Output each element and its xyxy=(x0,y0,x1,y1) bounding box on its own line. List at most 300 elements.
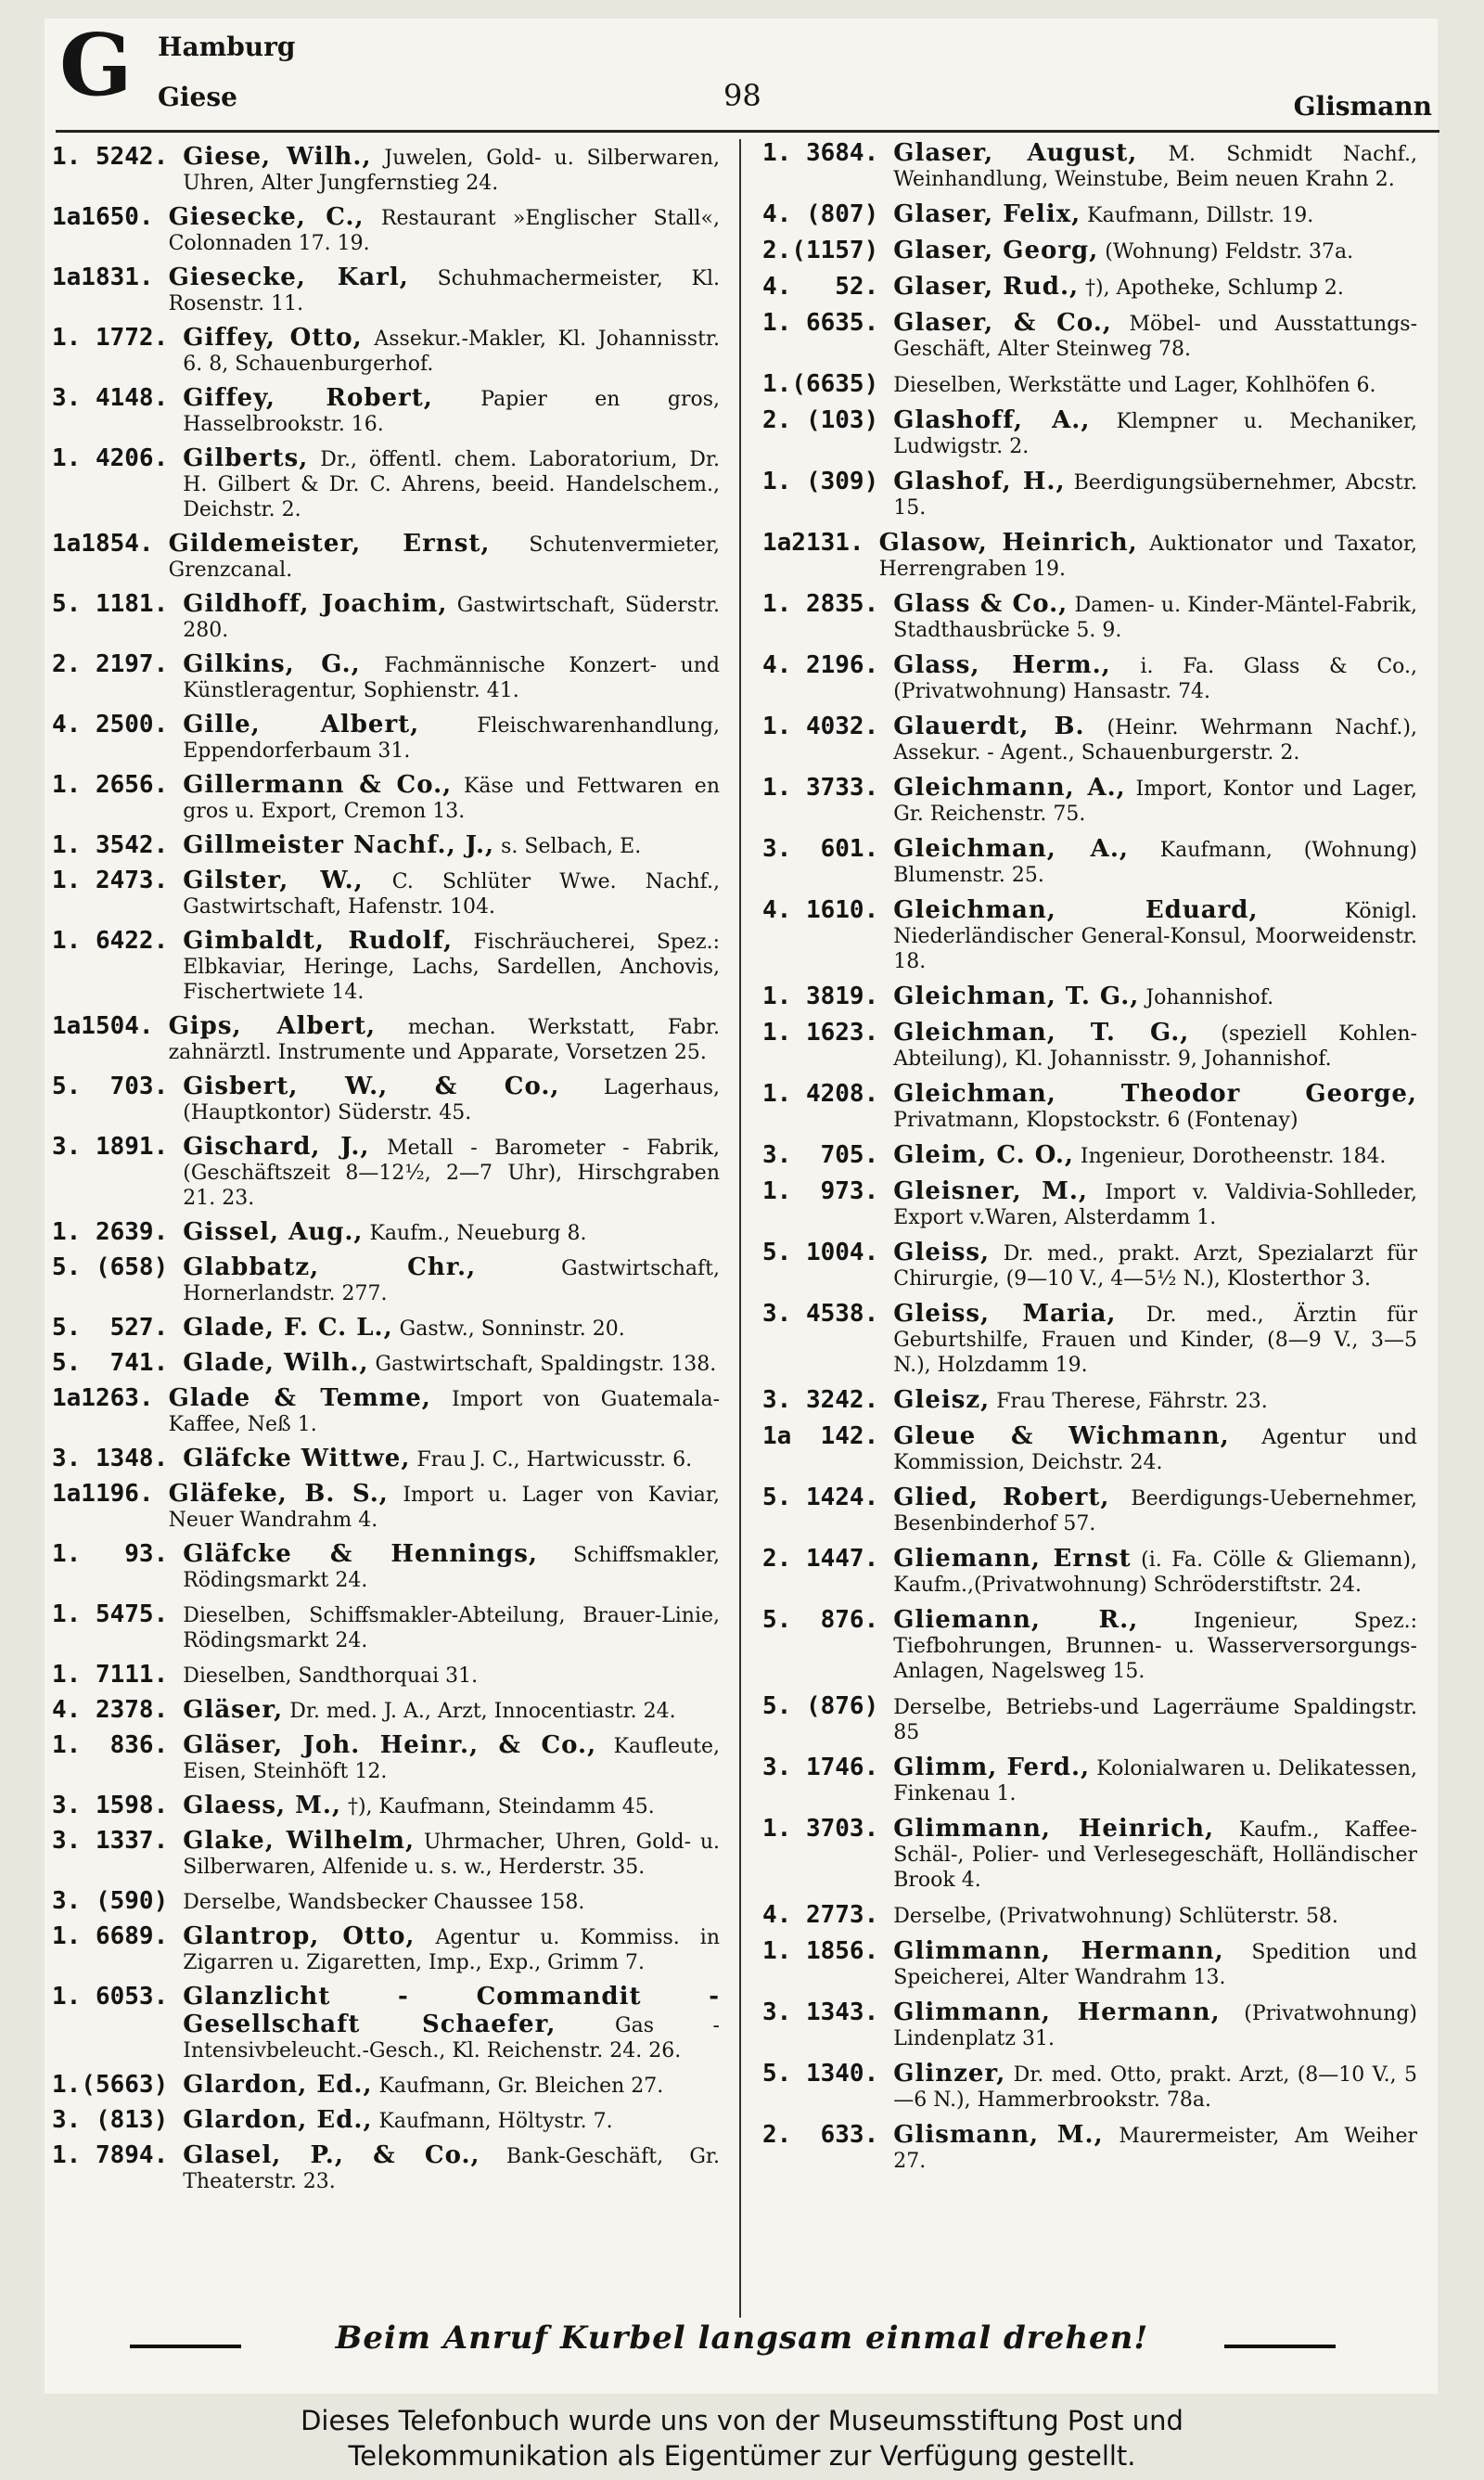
phone-number: 4. 2378. xyxy=(52,1696,169,1724)
subscriber-name: Glasel, P., & Co., xyxy=(183,2141,480,2169)
entry-text xyxy=(183,444,720,522)
subscriber-name: Glaser, August, xyxy=(893,139,1138,167)
phone-number: 5. 703. xyxy=(52,1073,169,1100)
subscriber-name: Gleiss, Maria, xyxy=(893,1300,1117,1328)
directory-entry xyxy=(52,650,720,703)
phone-number: 5. 1340. xyxy=(762,2060,879,2088)
entry-text xyxy=(183,867,720,919)
header-rule xyxy=(56,130,1439,133)
phone-number: 1. 2835. xyxy=(762,590,879,618)
subscriber-details: Import u. Lager von Kaviar, Neuer Wandrahm 4. xyxy=(168,1484,720,1532)
phone-number: 1. 1623. xyxy=(762,1019,879,1047)
directory-entry xyxy=(762,1754,1417,1806)
caption-line-1: Dieses Telefonbuch wurde uns von der Museumsstiftung Post und xyxy=(301,2405,1183,2436)
subscriber-details: Spedition und Speicherei, Alter Wandrahm 13. xyxy=(893,1941,1418,1989)
entry-text xyxy=(893,713,1417,765)
subscriber-name: Glimm, Ferd., xyxy=(893,1754,1091,1781)
subscriber-details: Bank-Geschäft, Gr. Theaterstr. 23. xyxy=(183,2145,720,2193)
directory-entry xyxy=(762,590,1417,643)
entry-text xyxy=(183,1253,720,1306)
subscriber-details: Agentur u. Kommiss. in Zigarren u. Zigaretten, Imp., Exp., Grimm 7. xyxy=(183,1926,720,1974)
subscriber-details: Dieselben, Werkstätte und Lager, Kohlhöfen 6. xyxy=(893,374,1376,397)
subscriber-details: Juwelen, Gold- u. Silberwaren, Uhren, Alter Jungfernstieg 24. xyxy=(183,147,720,195)
subscriber-name: Gleichman, T. G., xyxy=(893,983,1140,1010)
subscriber-name: Gilberts, xyxy=(183,444,309,472)
entry-text xyxy=(893,1545,1417,1598)
subscriber-name: Gliemann, Ernst xyxy=(893,1545,1132,1573)
phone-number: 3. 1337. xyxy=(52,1827,169,1855)
subscriber-details: †), Kaufmann, Steindamm 45. xyxy=(347,1795,655,1818)
subscriber-name: Giesecke, C., xyxy=(168,203,365,231)
entry-text xyxy=(893,896,1417,974)
directory-entry xyxy=(52,1792,720,1819)
directory-entry xyxy=(762,1300,1417,1378)
subscriber-details: Kaufmann, Dillstr. 19. xyxy=(1087,204,1314,227)
subscriber-name: Gleichman, Eduard, xyxy=(893,896,1259,924)
subscriber-details: Kaufm., Kaffee-Schäl-, Polier- und Verlesegeschäft, Holländischer Brook 4. xyxy=(893,1818,1417,1892)
entry-text xyxy=(893,1422,1417,1475)
directory-entry xyxy=(52,1012,720,1065)
phone-number: 5. 1004. xyxy=(762,1239,879,1266)
subscriber-details: Import v. Valdivia-Sohlleder, Export v.Waren, Alsterdamm 1. xyxy=(893,1181,1417,1229)
entry-text xyxy=(169,1384,720,1437)
directory-entry xyxy=(762,835,1417,888)
entry-text xyxy=(893,1300,1417,1378)
phone-number: 2. (103) xyxy=(762,406,879,434)
directory-entry xyxy=(52,1922,720,1975)
subscriber-details: Schuhmachermeister, Kl. Rosenstr. 11. xyxy=(168,267,721,315)
phone-number: 3. 1343. xyxy=(762,1998,879,2026)
left-column xyxy=(52,139,720,2202)
directory-entry xyxy=(52,324,720,377)
directory-entry xyxy=(52,1540,720,1593)
subscriber-details: Gastwirtschaft, Süderstr. 280. xyxy=(183,594,721,642)
entry-text xyxy=(183,1349,720,1377)
subscriber-name: Gisbert, W., & Co., xyxy=(183,1073,560,1100)
entry-text xyxy=(893,2060,1417,2113)
phone-number: 1. 3684. xyxy=(762,139,879,167)
subscriber-details: Klempner u. Mechaniker, Ludwigstr. 2. xyxy=(893,410,1417,458)
phone-number: 2. 1447. xyxy=(762,1545,879,1573)
directory-entry xyxy=(762,1901,1417,1929)
phone-number: 1. 93. xyxy=(52,1540,169,1568)
subscriber-details: C. Schlüter Wwe. Nachf., Gastwirtschaft, Hafenstr. 104. xyxy=(183,870,720,919)
city-heading: Hamburg xyxy=(158,32,296,62)
subscriber-name: Glantrop, Otto, xyxy=(183,1922,416,1950)
subscriber-details: Frau Therese, Fährstr. 23. xyxy=(996,1390,1268,1413)
footer-dash-right xyxy=(1224,2345,1336,2348)
phone-number: 1a1196. xyxy=(52,1480,154,1508)
entry-text xyxy=(183,927,720,1005)
phone-number: 3. 1746. xyxy=(762,1754,879,1781)
subscriber-details: †), Apotheke, Schlump 2. xyxy=(1085,276,1344,300)
subscriber-name: Gläfcke & Hennings, xyxy=(183,1540,538,1568)
subscriber-name: Glass, Herm., xyxy=(893,651,1111,679)
entry-text xyxy=(893,1901,1417,1929)
archive-caption xyxy=(0,2403,1484,2474)
directory-entry xyxy=(52,1983,720,2063)
subscriber-details: (Wohnung) Feldstr. 37a. xyxy=(1105,240,1354,263)
entry-text xyxy=(893,370,1417,398)
phone-number: 1a1831. xyxy=(52,263,154,291)
subscriber-name: Gleichman, Theodor George, xyxy=(893,1080,1417,1108)
directory-entry xyxy=(52,1661,720,1689)
subscriber-details: Möbel- und Ausstattungs-Geschäft, Alter Steinweg 78. xyxy=(893,313,1417,361)
phone-number: 1. 6422. xyxy=(52,927,169,955)
directory-entry xyxy=(52,1314,720,1342)
entry-text xyxy=(893,590,1417,643)
directory-entry xyxy=(52,384,720,437)
directory-entry xyxy=(52,1827,720,1880)
entry-text xyxy=(893,835,1417,888)
phone-number: 1. 2656. xyxy=(52,771,169,799)
subscriber-name: Glardon, Ed., xyxy=(183,2106,373,2134)
caption-line-2: Telekommunikation als Eigentümer zur Verfügung gestellt. xyxy=(348,2440,1136,2472)
entry-text xyxy=(169,1480,720,1533)
phone-number: 3. 1598. xyxy=(52,1792,169,1819)
subscriber-name: Glauerdt, B. xyxy=(893,713,1085,740)
directory-entry xyxy=(52,831,720,859)
directory-entry xyxy=(762,1422,1417,1475)
subscriber-details: Dr. med., prakt. Arzt, Spezialarzt für Chirurgie, (9—10 V., 4—5½ N.), Klosterthor 3. xyxy=(893,1242,1418,1291)
phone-number: 4. 2500. xyxy=(52,711,169,739)
subscriber-details: Assekur.-Makler, Kl. Johannisstr. 6. 8, Schauenburgerhof. xyxy=(183,328,721,376)
entry-text xyxy=(169,1012,720,1065)
subscriber-details: Derselbe, Betriebs-und Lagerräume Spaldingstr. 85 xyxy=(893,1696,1417,1744)
subscriber-details: Schiffsmakler, Rödingsmarkt 24. xyxy=(183,1544,720,1592)
subscriber-details: Fachmännische Konzert- und Künstleragentur, Sophienstr. 41. xyxy=(183,654,721,702)
entry-text xyxy=(169,530,720,583)
subscriber-details: Königl. Niederländischer General-Konsul, Moorweidenstr. 18. xyxy=(893,900,1417,973)
directory-entry xyxy=(762,1815,1417,1893)
subscriber-details: Uhrmacher, Uhren, Gold- u. Silberwaren, Alfenide u. s. w., Herderstr. 35. xyxy=(183,1831,720,1879)
subscriber-name: Gips, Albert, xyxy=(168,1012,377,1040)
entry-text xyxy=(169,263,720,316)
entry-text xyxy=(183,2141,720,2194)
phone-number: 2.(1157) xyxy=(762,237,879,264)
directory-entry xyxy=(52,2141,720,2194)
directory-entry xyxy=(52,1731,720,1784)
subscriber-details: Käse und Fettwaren en gros u. Export, Cremon 13. xyxy=(183,775,720,823)
phone-number: 1. (309) xyxy=(762,468,879,495)
directory-entry xyxy=(52,2106,720,2134)
directory-entry xyxy=(762,1386,1417,1414)
subscriber-name: Gläser, Joh. Heinr., & Co., xyxy=(183,1731,597,1759)
subscriber-name: Gildemeister, Ernst, xyxy=(168,530,491,558)
subscriber-details: (Heinr. Wehrmann Nachf.), Assekur. - Agent., Schauenburgerstr. 2. xyxy=(893,716,1417,765)
subscriber-name: Glied, Robert, xyxy=(893,1484,1110,1511)
entry-text xyxy=(183,1983,720,2063)
subscriber-details: M. Schmidt Nachf., Weinhandlung, Weinstube, Beim neuen Krahn 2. xyxy=(893,143,1417,191)
subscriber-name: Gissel, Aug., xyxy=(183,1218,364,1246)
phone-number: 1. 5475. xyxy=(52,1600,169,1628)
phone-number: 3. (590) xyxy=(52,1887,169,1915)
subscriber-details: Metall - Barometer - Fabrik, (Geschäftszeit 8—12½, 2—7 Uhr), Hirschgraben 21. 23. xyxy=(183,1137,721,1210)
subscriber-name: Gliemann, R., xyxy=(893,1606,1139,1634)
entry-text xyxy=(893,983,1417,1010)
subscriber-details: Fleischwarenhandlung, Eppendorferbaum 31. xyxy=(183,714,720,763)
phone-number: 1. 4208. xyxy=(762,1080,879,1108)
subscriber-name: Glashoff, A., xyxy=(893,406,1091,434)
directory-entry xyxy=(52,590,720,643)
entry-text xyxy=(893,1239,1417,1291)
directory-entry xyxy=(52,1349,720,1377)
entry-text xyxy=(183,1133,720,1211)
subscriber-details: Restaurant »Englischer Stall«, Colonnaden 17. 19. xyxy=(168,207,720,255)
entry-text xyxy=(893,651,1417,704)
subscriber-name: Glanzlicht - Commandit - Gesellschaft Schaefer, xyxy=(183,1983,720,2038)
directory-entry xyxy=(762,309,1417,362)
phone-number: 1. 3542. xyxy=(52,831,169,859)
directory-entry xyxy=(52,1887,720,1915)
phone-number: 1. 6635. xyxy=(762,309,879,337)
subscriber-details: Kaufm., Neueburg 8. xyxy=(369,1222,587,1245)
subscriber-name: Gläfcke Wittwe, xyxy=(183,1445,411,1472)
directory-entry xyxy=(762,1606,1417,1684)
entry-text xyxy=(893,774,1417,827)
entry-text xyxy=(183,1696,720,1724)
entry-text xyxy=(893,1998,1417,2051)
directory-entry xyxy=(52,771,720,824)
directory-entry xyxy=(762,139,1417,192)
entry-text xyxy=(893,1692,1417,1745)
subscriber-details: Auktionator und Taxator, Herrengraben 19. xyxy=(878,533,1418,581)
subscriber-details: Kaufmann, (Wohnung) Blumenstr. 25. xyxy=(893,839,1417,887)
subscriber-name: Glade, Wilh., xyxy=(183,1349,369,1377)
entry-text xyxy=(183,1073,720,1125)
subscriber-name: Gildhoff, Joachim, xyxy=(183,590,448,618)
first-entry-running-head: Giese xyxy=(158,82,237,112)
entry-text xyxy=(893,139,1417,192)
subscriber-name: Glake, Wilhelm, xyxy=(183,1827,416,1855)
phone-number: 3. 705. xyxy=(762,1141,879,1169)
entry-text xyxy=(893,2121,1417,2174)
subscriber-name: Glinzer, xyxy=(893,2060,1006,2088)
entry-text xyxy=(183,2106,720,2134)
directory-entry xyxy=(762,468,1417,520)
phone-number: 3. 601. xyxy=(762,835,879,863)
entry-text xyxy=(879,529,1417,582)
directory-entry xyxy=(762,1141,1417,1169)
subscriber-details: Kaufmann, Gr. Bleichen 27. xyxy=(378,2075,664,2098)
directory-entry xyxy=(52,444,720,522)
entry-text xyxy=(893,1177,1417,1230)
phone-number: 2. 2197. xyxy=(52,650,169,678)
phone-number: 5. 1424. xyxy=(762,1484,879,1511)
directory-entry xyxy=(762,651,1417,704)
subscriber-name: Glismann, M., xyxy=(893,2121,1104,2149)
entry-text xyxy=(183,2071,720,2099)
phone-number: 1a1504. xyxy=(52,1012,154,1040)
phone-number: 4. 1610. xyxy=(762,896,879,924)
subscriber-name: Glasow, Heinrich, xyxy=(878,529,1138,557)
subscriber-details: Dr. med. Otto, prakt. Arzt, (8—10 V., 5—6 N.), Hammerbrookstr. 78a. xyxy=(893,2063,1418,2112)
phone-number: 3. 4148. xyxy=(52,384,169,412)
phone-number: 1a1650. xyxy=(52,203,154,231)
subscriber-name: Gleichmann, A., xyxy=(893,774,1126,802)
entry-text xyxy=(183,1661,720,1689)
phone-number: 4. 52. xyxy=(762,273,879,301)
phone-number: 1. 3733. xyxy=(762,774,879,802)
directory-entry xyxy=(52,1600,720,1653)
phone-number: 1.(5663) xyxy=(52,2071,169,2099)
phone-number: 1a1854. xyxy=(52,530,154,558)
phone-number: 1. 1856. xyxy=(762,1937,879,1965)
subscriber-name: Gleue & Wichmann, xyxy=(893,1422,1230,1450)
entry-text xyxy=(183,1218,720,1246)
directory-entry xyxy=(762,1998,1417,2051)
directory-entry xyxy=(762,370,1417,398)
subscriber-details: Kolonialwaren u. Delikatessen, Finkenau 1. xyxy=(893,1757,1417,1805)
subscriber-details: Frau J. C., Hartwicusstr. 6. xyxy=(416,1448,693,1471)
subscriber-name: Gleiss, xyxy=(893,1239,991,1266)
subscriber-name: Gleisz, xyxy=(893,1386,991,1414)
phone-number: 5. 1181. xyxy=(52,590,169,618)
subscriber-details: mechan. Werkstatt, Fabr. zahnärztl. Instrumente und Apparate, Vorsetzen 25. xyxy=(168,1016,720,1064)
directory-entry xyxy=(762,2121,1417,2174)
directory-entry xyxy=(762,1937,1417,1990)
section-letter: G xyxy=(59,15,133,115)
subscriber-name: Gleisner, M., xyxy=(893,1177,1088,1205)
subscriber-details: Gastwirtschaft, Spaldingstr. 138. xyxy=(375,1353,717,1376)
entry-text xyxy=(183,324,720,377)
phone-number: 1. 5242. xyxy=(52,143,169,171)
subscriber-name: Gillermann & Co., xyxy=(183,771,453,799)
subscriber-name: Glardon, Ed., xyxy=(183,2071,373,2099)
subscriber-details: Beerdigungs-Uebernehmer, Besenbinderhof 57. xyxy=(893,1487,1418,1536)
directory-entry xyxy=(762,1239,1417,1291)
subscriber-details: Dieselben, Schiffsmakler-Abteilung, Brauer-Linie, Rödingsmarkt 24. xyxy=(183,1604,720,1652)
subscriber-details: Gastwirtschaft, Hornerlandstr. 277. xyxy=(183,1257,720,1305)
phone-number: 5. 741. xyxy=(52,1349,169,1377)
subscriber-name: Glade, F. C. L., xyxy=(183,1314,393,1342)
subscriber-details: Ingenieur, Spez.: Tiefbohrungen, Brunnen- u. Wasserversorgungs-Anlagen, Nagelsweg 15. xyxy=(893,1610,1417,1683)
entry-text xyxy=(893,273,1417,301)
directory-entry xyxy=(762,983,1417,1010)
entry-text xyxy=(183,1922,720,1975)
phone-number: 3. 1891. xyxy=(52,1133,169,1161)
subscriber-details: Kaufmann, Höltystr. 7. xyxy=(378,2110,613,2133)
directory-entry xyxy=(762,237,1417,264)
directory-entry xyxy=(762,529,1417,582)
subscriber-details: Kaufleute, Eisen, Steinhöft 12. xyxy=(183,1735,720,1783)
subscriber-details: Derselbe, (Privatwohnung) Schlüterstr. 58. xyxy=(893,1905,1338,1928)
phone-number: 1. 1772. xyxy=(52,324,169,352)
entry-text xyxy=(183,650,720,703)
entry-text xyxy=(893,468,1417,520)
phone-number: 3. 1348. xyxy=(52,1445,169,1472)
subscriber-details: Gas - Intensivbeleucht.-Gesch., Kl. Reichenstr. 24. 26. xyxy=(183,2014,720,2062)
directory-entry xyxy=(762,774,1417,827)
subscriber-details: Privatmann, Klopstockstr. 6 (Fontenay) xyxy=(893,1109,1298,1132)
entry-text xyxy=(893,309,1417,362)
directory-entry xyxy=(762,1177,1417,1230)
subscriber-details: Beerdigungsübernehmer, Abcstr. 15. xyxy=(893,471,1417,520)
entry-text xyxy=(183,831,720,859)
directory-entry xyxy=(762,2060,1417,2113)
subscriber-name: Giesecke, Karl, xyxy=(168,263,409,291)
phone-number: 1. 2639. xyxy=(52,1218,169,1246)
subscriber-details: Damen- u. Kinder-Mäntel-Fabrik, Stadthausbrücke 5. 9. xyxy=(893,594,1417,642)
phone-number: 5. (876) xyxy=(762,1692,879,1720)
directory-entry xyxy=(52,1253,720,1306)
entry-text xyxy=(893,1019,1417,1072)
subscriber-name: Giffey, Robert, xyxy=(183,384,433,412)
entry-text xyxy=(893,1937,1417,1990)
entry-text xyxy=(183,590,720,643)
entry-text xyxy=(893,1386,1417,1414)
phone-number: 1. 3703. xyxy=(762,1815,879,1843)
directory-entry xyxy=(52,1133,720,1211)
subscriber-details: Gastw., Sonninstr. 20. xyxy=(399,1317,625,1341)
directory-entry xyxy=(52,867,720,919)
phone-number: 4. 2196. xyxy=(762,651,879,679)
subscriber-details: Lagerhaus, (Hauptkontor) Süderstr. 45. xyxy=(183,1076,721,1124)
phone-number: 1. 3819. xyxy=(762,983,879,1010)
entry-text xyxy=(183,1827,720,1880)
phone-number: 4. 2773. xyxy=(762,1901,879,1929)
subscriber-name: Gillmeister Nachf., J., xyxy=(183,831,495,859)
directory-entry xyxy=(52,143,720,196)
entry-text xyxy=(183,384,720,437)
subscriber-details: s. Selbach, E. xyxy=(501,835,642,858)
subscriber-name: Giffey, Otto, xyxy=(183,324,363,352)
entry-text xyxy=(893,1606,1417,1684)
subscriber-name: Glaser, Felix, xyxy=(893,200,1081,228)
directory-entry xyxy=(52,1480,720,1533)
phone-number: 5. 527. xyxy=(52,1314,169,1342)
entry-text xyxy=(183,143,720,196)
directory-entry xyxy=(762,1080,1417,1133)
directory-entry xyxy=(762,713,1417,765)
subscriber-name: Glaser, Rud., xyxy=(893,273,1080,301)
page-number: 98 xyxy=(723,78,761,113)
subscriber-name: Gimbaldt, Rudolf, xyxy=(183,927,454,955)
subscriber-name: Glashof, H., xyxy=(893,468,1066,495)
subscriber-name: Gilkins, G., xyxy=(183,650,361,678)
footer-slogan: Beim Anruf Kurbel langsam einmal drehen! xyxy=(335,2319,1149,2357)
directory-entry xyxy=(52,1218,720,1246)
directory-entry xyxy=(52,530,720,583)
directory-entry xyxy=(52,711,720,764)
subscriber-details: (Privatwohnung) Lindenplatz 31. xyxy=(893,2002,1417,2050)
directory-entry xyxy=(52,203,720,256)
directory-entry xyxy=(762,896,1417,974)
subscriber-name: Glimmann, Hermann, xyxy=(893,1937,1224,1965)
phone-number: 5. (658) xyxy=(52,1253,169,1281)
subscriber-details: Johannishof. xyxy=(1145,986,1274,1009)
directory-entry xyxy=(52,1384,720,1437)
subscriber-details: Dr. med. J. A., Arzt, Innocentiastr. 24. xyxy=(289,1700,676,1723)
subscriber-name: Glaser, Georg, xyxy=(893,237,1099,264)
directory-entry xyxy=(762,273,1417,301)
subscriber-name: Gilster, W., xyxy=(183,867,364,894)
directory-entry xyxy=(52,1445,720,1472)
phone-number: 4. (807) xyxy=(762,200,879,228)
subscriber-details: Papier en gros, Hasselbrookstr. 16. xyxy=(183,388,720,436)
entry-text xyxy=(183,771,720,824)
entry-text xyxy=(183,1731,720,1784)
subscriber-details: i. Fa. Glass & Co., (Privatwohnung) Hansastr. 74. xyxy=(893,655,1418,703)
entry-text xyxy=(893,200,1417,228)
entry-text xyxy=(893,406,1417,459)
subscriber-name: Gille, Albert, xyxy=(183,711,420,739)
directory-entry xyxy=(762,1484,1417,1536)
phone-number: 1. 4206. xyxy=(52,444,169,472)
entry-text xyxy=(893,1815,1417,1893)
phone-number: 2. 633. xyxy=(762,2121,879,2149)
subscriber-name: Glimmann, Heinrich, xyxy=(893,1815,1215,1843)
